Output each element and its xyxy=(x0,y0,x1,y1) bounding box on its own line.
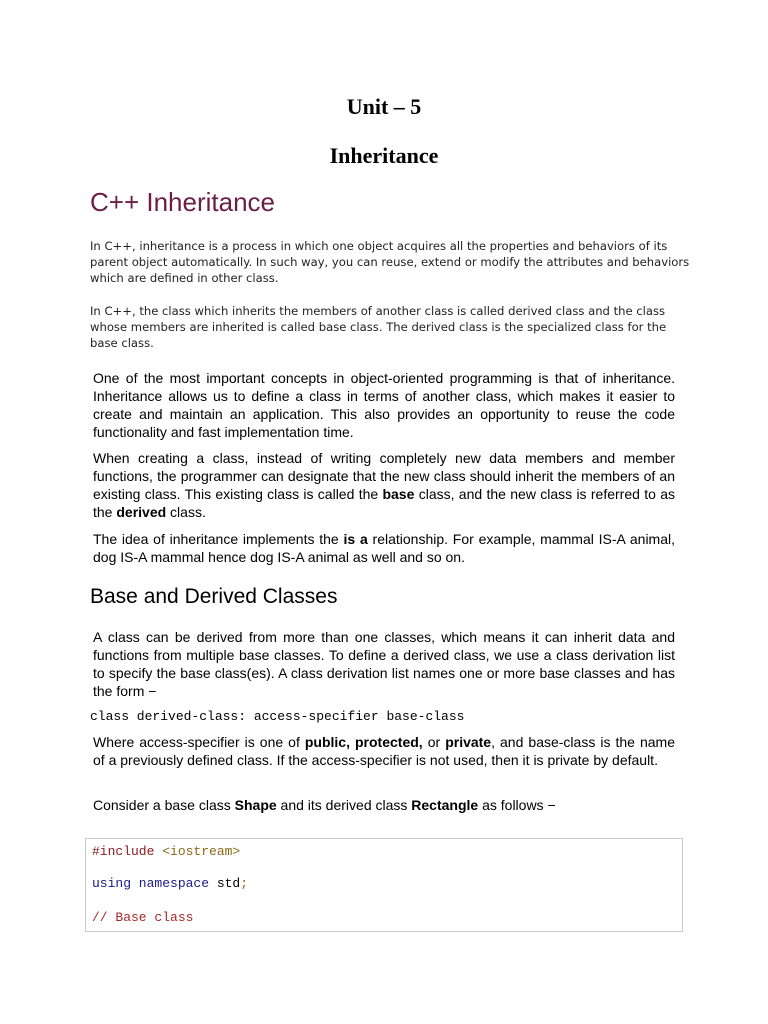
section-heading-base-derived: Base and Derived Classes xyxy=(90,585,338,608)
syntax-code-line: class derived-class: access-specifier base-class xyxy=(90,709,465,724)
bold-terms-access: public, protected, xyxy=(304,734,423,750)
code-line-using xyxy=(92,876,248,891)
paragraph-access-specifier xyxy=(93,733,675,769)
code-line-comment xyxy=(92,910,193,925)
text-run: Consider a base class xyxy=(93,797,235,813)
bold-term-shape: Shape xyxy=(234,797,277,813)
text-run: relationship. For example, mammal IS-A animal, dog IS-A mammal hence dog IS-A animal as well and so on. xyxy=(93,531,675,565)
include-header: <iostream> xyxy=(154,844,241,859)
code-comment: // Base class xyxy=(92,910,194,925)
code-line-include xyxy=(92,844,240,859)
bold-term-is-a: is a xyxy=(343,531,368,547)
bold-term-rectangle: Rectangle xyxy=(411,797,479,813)
text-run: Where access-specifier is one of xyxy=(93,734,305,750)
text-run: and its derived class xyxy=(276,797,412,813)
paragraph-consider-shape xyxy=(93,796,675,814)
code-keyword: using namespace xyxy=(92,876,210,891)
chapter-title: Inheritance xyxy=(329,143,439,168)
paragraph-is-a xyxy=(93,530,675,566)
intro-paragraph-1: In C++, inheritance is a process in which one object acquires all the properties and behaviors of its parent object automatically. In such way, you can reuse, extend or modify the attributes and behaviors which are defined in other class. xyxy=(90,239,690,285)
code-block xyxy=(85,838,683,932)
intro-paragraph-2: In C++, the class which inherits the members of another class is called derived class and the class whose members are inherited is called base class. The derived class is the specialized class for the base class. xyxy=(90,304,667,350)
preprocessor-directive: #include xyxy=(92,844,155,859)
text-run: as follows − xyxy=(478,797,556,813)
code-semicolon: ; xyxy=(240,876,249,891)
text-run: class. xyxy=(166,504,206,520)
text-run: The idea of inheritance implements the xyxy=(93,531,344,547)
text-run: class, and the new class is referred to as the xyxy=(93,486,675,520)
bold-term-derived: derived xyxy=(116,504,167,520)
text-run: , and base-class is the name of a previously defined class. If the access-specifier is not used, then it is private by default. xyxy=(93,734,675,768)
code-identifier: std xyxy=(209,876,241,891)
paragraph-creating-class xyxy=(93,449,675,521)
section-heading-cpp-inheritance: C++ Inheritance xyxy=(90,187,276,217)
text-run: or xyxy=(422,734,446,750)
paragraph-oop-concept: One of the most important concepts in object-oriented programming is that of inheritance. Inheritance allows us to define a class in terms of another class, which makes it easier to create and maintain an application. This also provides an opportunity to reuse the code functionality and fast implementation time. xyxy=(93,370,675,440)
bold-term-private: private xyxy=(445,734,492,750)
paragraph-multiple-base: A class can be derived from more than one classes, which means it can inherit data and functions from multiple base classes. To define a derived class, we use a class derivation list to specify the base class(es). A class derivation list names one or more base classes and has the form − xyxy=(93,629,675,699)
unit-title: Unit – 5 xyxy=(346,94,422,119)
bold-term-base: base xyxy=(382,486,415,502)
text-run: When creating a class, instead of writing completely new data members and member functions, the programmer can designate that the new class should inherit the members of an existing class. This existing class is called the xyxy=(93,450,675,502)
